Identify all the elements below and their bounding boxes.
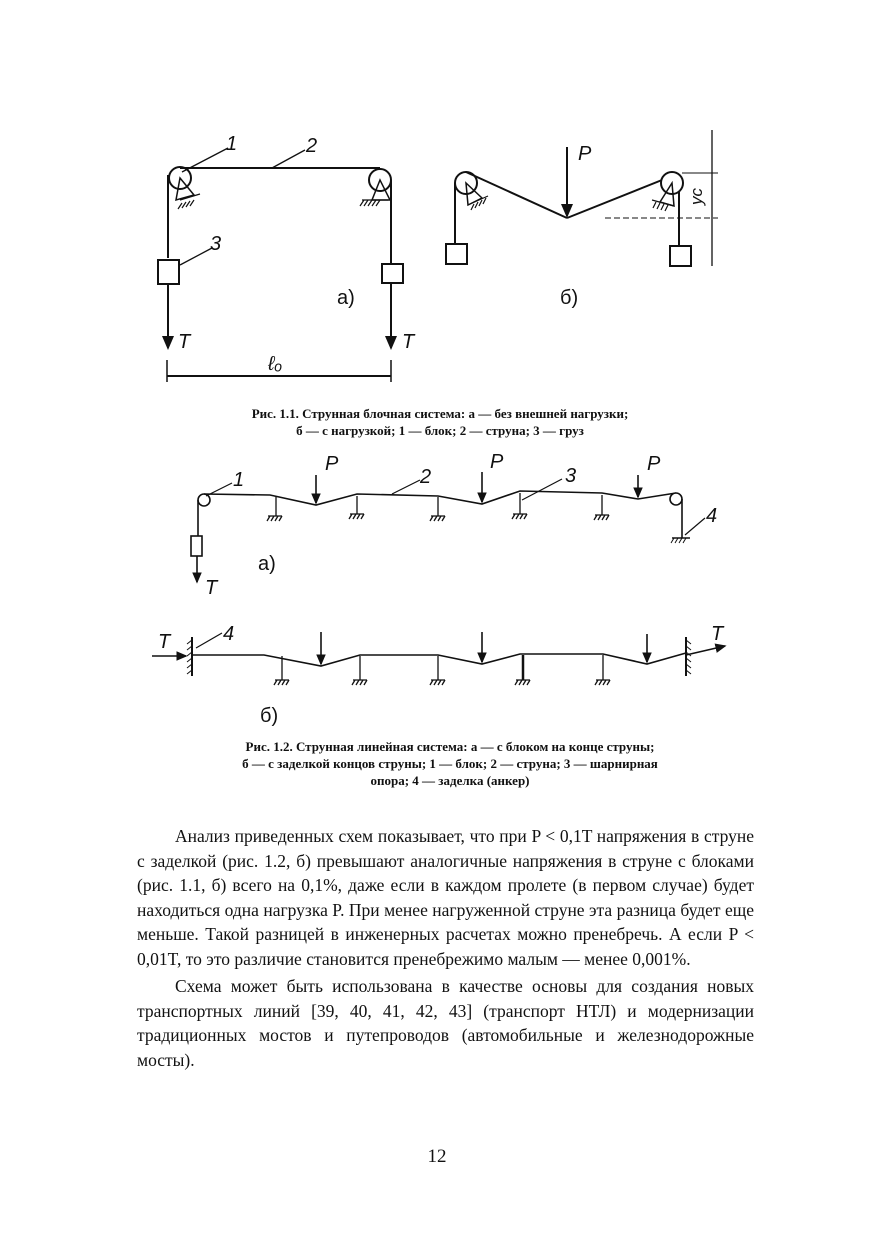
callout-3: 3	[565, 465, 577, 487]
force-t: T	[205, 577, 218, 599]
figure-1-1-caption: Рис. 1.1. Струнная блочная система: а — без внешней нагрузки; б — с нагрузкой; 1 — блок; 2 — струна; 3 — груз	[251, 406, 629, 438]
panel-a-label: а)	[337, 287, 355, 309]
load-p-1: P	[325, 453, 339, 475]
load-p-3: P	[647, 453, 661, 475]
force-t-left: T	[158, 631, 171, 653]
panel-a-label: а)	[258, 553, 276, 575]
figure-1-2-caption: Рис. 1.2. Струнная линейная система: а — с блоком на конце струны; б — с заделкой концов струны; 1 — блок; 2 — струна; 3 — шарнирная опора; 4 — заделка (анкер)	[242, 739, 658, 788]
callout-1: 1	[226, 133, 238, 155]
page-number: 12	[427, 1146, 447, 1167]
span-label: ℓₒ	[268, 353, 283, 375]
callout-2: 2	[420, 466, 432, 488]
force-t-left: T	[178, 331, 191, 353]
body-text	[137, 824, 754, 1072]
load-p-2: P	[490, 451, 504, 473]
force-t-right: T	[402, 331, 415, 353]
deflection-yc: yc	[687, 188, 706, 205]
paragraph-application: Схема может быть использована в качестве основы для создания новых транспортных линий [39, 40, 41, 42, 43] (транспорт НТЛ) и модернизации традиционных мостов и путепроводов (автомобильные и железнодорожные мосты).	[137, 976, 754, 1070]
paragraph-analysis: Анализ приведенных схем показывает, что при P < 0,1T напряжения в струне с заделкой (рис. 1.2, б) превышают аналогичные напряжения в струне с блоками (рис. 1.1, б) всего на 0,1%, даже если в каждом пролете (в первом случае) будет находиться одна нагрузка P. При менее нагруженной струне эта разница будет еще меньше. Такой разницей в инженерных расчетах можно пренебречь. А если P < 0,01T, то это различие становится пренебрежимо малым — менее 0,001%.	[137, 826, 754, 969]
callout-4: 4	[223, 623, 235, 645]
load-p: P	[578, 143, 592, 165]
panel-b-label: б)	[260, 705, 279, 727]
callout-2: 2	[306, 135, 318, 157]
callout-4: 4	[706, 505, 718, 527]
callout-1: 1	[233, 469, 245, 491]
panel-b-label: б)	[560, 287, 579, 309]
callout-3: 3	[210, 233, 222, 255]
force-t-right: T	[711, 623, 724, 645]
